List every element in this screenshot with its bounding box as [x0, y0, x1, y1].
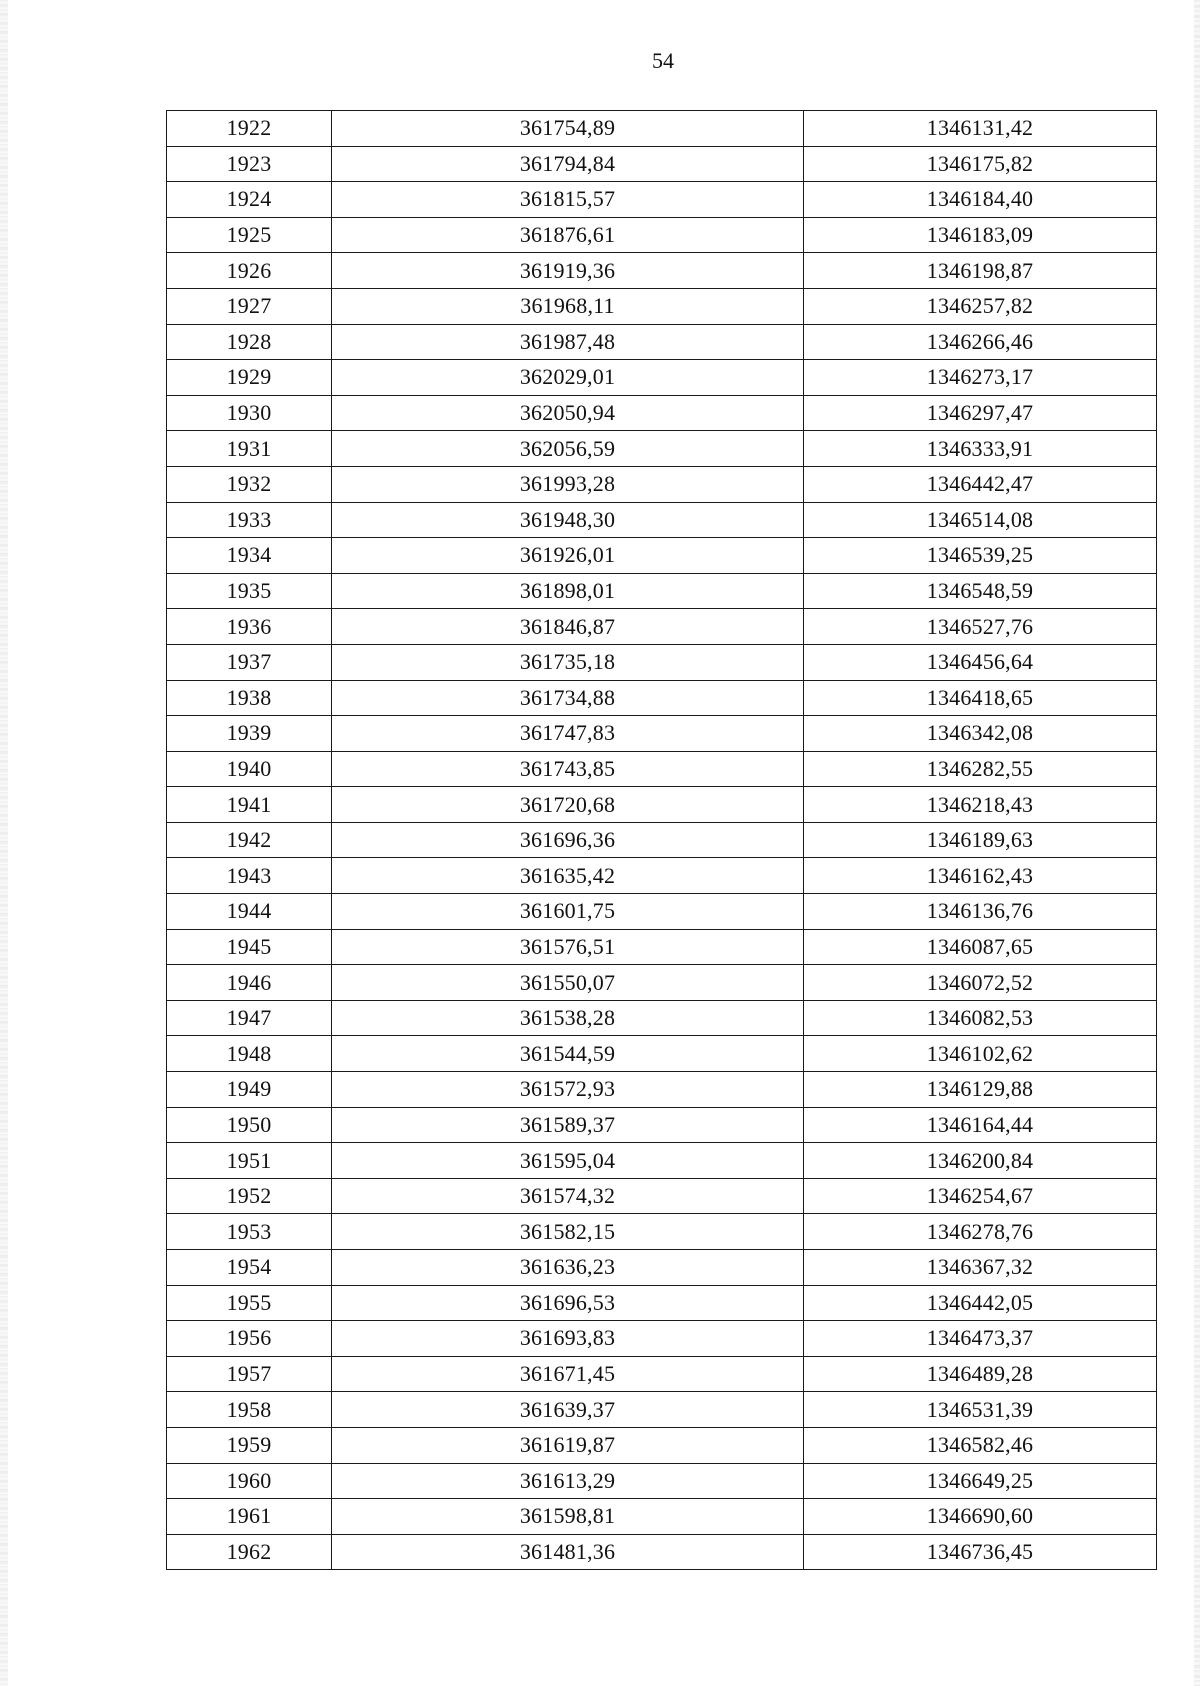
y-coordinate-cell: 1346129,88	[804, 1072, 1157, 1108]
y-coordinate-cell: 1346278,76	[804, 1214, 1157, 1250]
point-number-cell: 1930	[167, 395, 332, 431]
table-row	[167, 1427, 1157, 1463]
y-coordinate-cell: 1346072,52	[804, 965, 1157, 1001]
table-row	[167, 1000, 1157, 1036]
table-row	[167, 751, 1157, 787]
point-number-cell: 1925	[167, 217, 332, 253]
table-row	[167, 324, 1157, 360]
point-number-cell: 1933	[167, 502, 332, 538]
point-number-cell: 1962	[167, 1534, 332, 1570]
point-number-cell: 1934	[167, 538, 332, 574]
y-coordinate-cell: 1346736,45	[804, 1534, 1157, 1570]
table-row	[167, 502, 1157, 538]
y-coordinate-cell: 1346164,44	[804, 1107, 1157, 1143]
table-row	[167, 1072, 1157, 1108]
point-number-cell: 1927	[167, 288, 332, 324]
y-coordinate-cell: 1346254,67	[804, 1178, 1157, 1214]
table-row	[167, 894, 1157, 930]
table-row	[167, 609, 1157, 645]
point-number-cell: 1961	[167, 1499, 332, 1535]
y-coordinate-cell: 1346297,47	[804, 395, 1157, 431]
x-coordinate-cell: 362029,01	[332, 360, 804, 396]
table-row	[167, 965, 1157, 1001]
point-number-cell: 1957	[167, 1356, 332, 1392]
y-coordinate-cell: 1346184,40	[804, 182, 1157, 218]
point-number-cell: 1955	[167, 1285, 332, 1321]
y-coordinate-cell: 1346087,65	[804, 929, 1157, 965]
x-coordinate-cell: 361550,07	[332, 965, 804, 1001]
point-number-cell: 1954	[167, 1250, 332, 1286]
y-coordinate-cell: 1346367,32	[804, 1250, 1157, 1286]
x-coordinate-cell: 361696,36	[332, 822, 804, 858]
point-number-cell: 1936	[167, 609, 332, 645]
coordinates-table	[166, 110, 1157, 1570]
y-coordinate-cell: 1346527,76	[804, 609, 1157, 645]
y-coordinate-cell: 1346136,76	[804, 894, 1157, 930]
y-coordinate-cell: 1346690,60	[804, 1499, 1157, 1535]
y-coordinate-cell: 1346582,46	[804, 1427, 1157, 1463]
x-coordinate-cell: 361968,11	[332, 288, 804, 324]
table-row	[167, 573, 1157, 609]
table-row	[167, 1285, 1157, 1321]
x-coordinate-cell: 361735,18	[332, 644, 804, 680]
x-coordinate-cell: 361754,89	[332, 111, 804, 147]
x-coordinate-cell: 361538,28	[332, 1000, 804, 1036]
y-coordinate-cell: 1346200,84	[804, 1143, 1157, 1179]
y-coordinate-cell: 1346162,43	[804, 858, 1157, 894]
x-coordinate-cell: 361574,32	[332, 1178, 804, 1214]
point-number-cell: 1946	[167, 965, 332, 1001]
y-coordinate-cell: 1346489,28	[804, 1356, 1157, 1392]
table-row	[167, 1356, 1157, 1392]
point-number-cell: 1948	[167, 1036, 332, 1072]
x-coordinate-cell: 361846,87	[332, 609, 804, 645]
point-number-cell: 1959	[167, 1427, 332, 1463]
table-row	[167, 1214, 1157, 1250]
point-number-cell: 1935	[167, 573, 332, 609]
point-number-cell: 1943	[167, 858, 332, 894]
point-number-cell: 1950	[167, 1107, 332, 1143]
x-coordinate-cell: 362056,59	[332, 431, 804, 467]
table-row	[167, 716, 1157, 752]
table-row	[167, 1392, 1157, 1428]
x-coordinate-cell: 361926,01	[332, 538, 804, 574]
table-row	[167, 1463, 1157, 1499]
point-number-cell: 1939	[167, 716, 332, 752]
table-row	[167, 146, 1157, 182]
y-coordinate-cell: 1346282,55	[804, 751, 1157, 787]
table-row	[167, 1499, 1157, 1535]
x-coordinate-cell: 361720,68	[332, 787, 804, 823]
point-number-cell: 1949	[167, 1072, 332, 1108]
table-row	[167, 929, 1157, 965]
table-row	[167, 787, 1157, 823]
y-coordinate-cell: 1346198,87	[804, 253, 1157, 289]
table-row	[167, 538, 1157, 574]
y-coordinate-cell: 1346131,42	[804, 111, 1157, 147]
x-coordinate-cell: 361613,29	[332, 1463, 804, 1499]
x-coordinate-cell: 361993,28	[332, 466, 804, 502]
x-coordinate-cell: 361693,83	[332, 1321, 804, 1357]
y-coordinate-cell: 1346456,64	[804, 644, 1157, 680]
table-row	[167, 360, 1157, 396]
point-number-cell: 1944	[167, 894, 332, 930]
x-coordinate-cell: 361595,04	[332, 1143, 804, 1179]
point-number-cell: 1951	[167, 1143, 332, 1179]
x-coordinate-cell: 361576,51	[332, 929, 804, 965]
x-coordinate-cell: 361671,45	[332, 1356, 804, 1392]
y-coordinate-cell: 1346442,05	[804, 1285, 1157, 1321]
y-coordinate-cell: 1346273,17	[804, 360, 1157, 396]
table-row	[167, 1321, 1157, 1357]
x-coordinate-cell: 361639,37	[332, 1392, 804, 1428]
table-row	[167, 288, 1157, 324]
table-row	[167, 1036, 1157, 1072]
coordinates-table-body	[167, 111, 1157, 1570]
y-coordinate-cell: 1346189,63	[804, 822, 1157, 858]
point-number-cell: 1953	[167, 1214, 332, 1250]
point-number-cell: 1923	[167, 146, 332, 182]
point-number-cell: 1958	[167, 1392, 332, 1428]
point-number-cell: 1937	[167, 644, 332, 680]
table-row	[167, 217, 1157, 253]
y-coordinate-cell: 1346342,08	[804, 716, 1157, 752]
x-coordinate-cell: 361734,88	[332, 680, 804, 716]
table-row	[167, 431, 1157, 467]
table-row	[167, 680, 1157, 716]
table-row	[167, 1534, 1157, 1570]
x-coordinate-cell: 361481,36	[332, 1534, 804, 1570]
point-number-cell: 1924	[167, 182, 332, 218]
point-number-cell: 1928	[167, 324, 332, 360]
y-coordinate-cell: 1346102,62	[804, 1036, 1157, 1072]
x-coordinate-cell: 361635,42	[332, 858, 804, 894]
y-coordinate-cell: 1346539,25	[804, 538, 1157, 574]
x-coordinate-cell: 361572,93	[332, 1072, 804, 1108]
point-number-cell: 1938	[167, 680, 332, 716]
x-coordinate-cell: 362050,94	[332, 395, 804, 431]
table-row	[167, 1143, 1157, 1179]
table-row	[167, 182, 1157, 218]
x-coordinate-cell: 361919,36	[332, 253, 804, 289]
y-coordinate-cell: 1346175,82	[804, 146, 1157, 182]
y-coordinate-cell: 1346257,82	[804, 288, 1157, 324]
x-coordinate-cell: 361747,83	[332, 716, 804, 752]
x-coordinate-cell: 361544,59	[332, 1036, 804, 1072]
point-number-cell: 1960	[167, 1463, 332, 1499]
x-coordinate-cell: 361589,37	[332, 1107, 804, 1143]
x-coordinate-cell: 361598,81	[332, 1499, 804, 1535]
scan-edge-right	[1194, 0, 1200, 1686]
y-coordinate-cell: 1346514,08	[804, 502, 1157, 538]
y-coordinate-cell: 1346183,09	[804, 217, 1157, 253]
y-coordinate-cell: 1346266,46	[804, 324, 1157, 360]
scan-edge-left	[0, 0, 8, 1686]
x-coordinate-cell: 361898,01	[332, 573, 804, 609]
y-coordinate-cell: 1346082,53	[804, 1000, 1157, 1036]
table-row	[167, 822, 1157, 858]
table-row	[167, 858, 1157, 894]
y-coordinate-cell: 1346418,65	[804, 680, 1157, 716]
x-coordinate-cell: 361696,53	[332, 1285, 804, 1321]
x-coordinate-cell: 361743,85	[332, 751, 804, 787]
table-row	[167, 1178, 1157, 1214]
x-coordinate-cell: 361794,84	[332, 146, 804, 182]
x-coordinate-cell: 361601,75	[332, 894, 804, 930]
point-number-cell: 1956	[167, 1321, 332, 1357]
table-row	[167, 466, 1157, 502]
point-number-cell: 1926	[167, 253, 332, 289]
x-coordinate-cell: 361582,15	[332, 1214, 804, 1250]
x-coordinate-cell: 361948,30	[332, 502, 804, 538]
x-coordinate-cell: 361619,87	[332, 1427, 804, 1463]
point-number-cell: 1932	[167, 466, 332, 502]
point-number-cell: 1945	[167, 929, 332, 965]
x-coordinate-cell: 361815,57	[332, 182, 804, 218]
x-coordinate-cell: 361876,61	[332, 217, 804, 253]
point-number-cell: 1941	[167, 787, 332, 823]
y-coordinate-cell: 1346333,91	[804, 431, 1157, 467]
y-coordinate-cell: 1346548,59	[804, 573, 1157, 609]
y-coordinate-cell: 1346473,37	[804, 1321, 1157, 1357]
point-number-cell: 1942	[167, 822, 332, 858]
table-row	[167, 111, 1157, 147]
y-coordinate-cell: 1346442,47	[804, 466, 1157, 502]
page-number: 54	[652, 48, 674, 73]
point-number-cell: 1929	[167, 360, 332, 396]
y-coordinate-cell: 1346218,43	[804, 787, 1157, 823]
point-number-cell: 1947	[167, 1000, 332, 1036]
y-coordinate-cell: 1346649,25	[804, 1463, 1157, 1499]
x-coordinate-cell: 361987,48	[332, 324, 804, 360]
table-row	[167, 395, 1157, 431]
point-number-cell: 1922	[167, 111, 332, 147]
y-coordinate-cell: 1346531,39	[804, 1392, 1157, 1428]
table-row	[167, 1107, 1157, 1143]
point-number-cell: 1940	[167, 751, 332, 787]
table-row	[167, 1250, 1157, 1286]
table-row	[167, 644, 1157, 680]
x-coordinate-cell: 361636,23	[332, 1250, 804, 1286]
point-number-cell: 1931	[167, 431, 332, 467]
table-row	[167, 253, 1157, 289]
point-number-cell: 1952	[167, 1178, 332, 1214]
